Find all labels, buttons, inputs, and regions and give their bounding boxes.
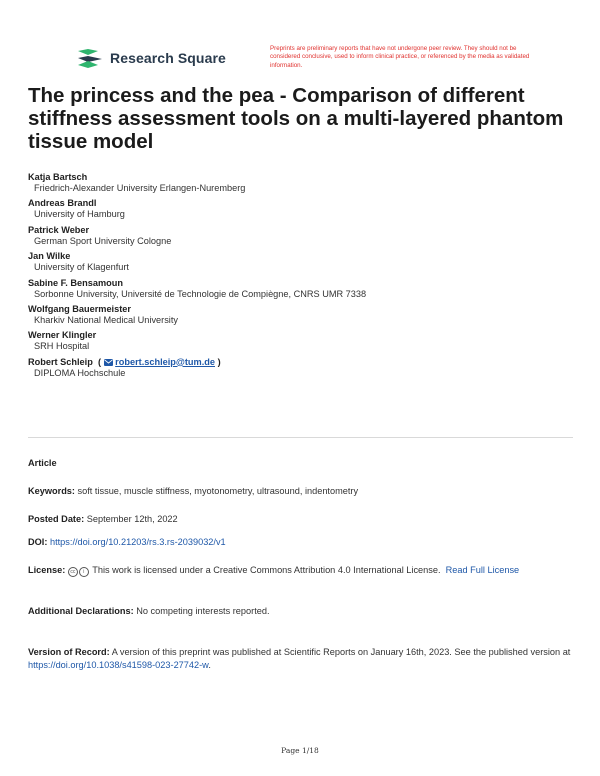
paren-close: ) xyxy=(217,356,221,367)
article-type xyxy=(28,457,578,470)
author-email-link[interactable]: robert.schleip@tum.de xyxy=(115,356,215,367)
author-entry xyxy=(28,225,573,247)
author-entry xyxy=(28,278,573,300)
author-entry xyxy=(28,251,573,273)
author-name: Andreas Brandl xyxy=(28,198,97,209)
license xyxy=(28,564,578,577)
paper-title: The princess and the pea - Comparison of different stiffness assessment tools on a multi-layered phantom tissue model xyxy=(28,84,564,153)
posted-date-label: Posted Date: xyxy=(28,514,85,524)
doi-label: DOI: xyxy=(28,537,48,547)
keywords-label: Keywords: xyxy=(28,486,75,496)
author-affiliation: Friedrich-Alexander University Erlangen-Nuremberg xyxy=(34,183,246,193)
attribution-icon: i xyxy=(79,567,89,577)
corresponding-author-line xyxy=(28,357,573,368)
creative-commons-icon: cc xyxy=(68,567,78,577)
author-affiliation: German Sport University Cologne xyxy=(34,235,172,246)
author-affiliation: University of Hamburg xyxy=(34,209,125,220)
author-name: Katja Bartsch xyxy=(28,172,88,182)
additional-declarations xyxy=(28,605,578,618)
author-entry xyxy=(28,304,573,326)
mail-icon xyxy=(104,359,113,366)
author-name: Robert Schleip xyxy=(28,356,93,367)
research-square-logo-icon xyxy=(76,47,104,69)
page-number: Page 1/18 xyxy=(281,746,319,755)
declarations-value: No competing interests reported. xyxy=(136,606,270,616)
preprint-disclaimer: Preprints are preliminary reports that have not undergone peer review. They should not be considered conclusive, used to inform clinical practice, or referenced by the media as validated information. xyxy=(270,45,530,69)
author-affiliation: University of Klagenfurt xyxy=(34,262,129,273)
doi xyxy=(28,536,578,549)
author-name: Wolfgang Bauermeister xyxy=(28,303,131,314)
posted-date xyxy=(28,513,578,526)
version-of-record xyxy=(28,646,578,672)
corresponding-author xyxy=(28,357,573,379)
author-affiliation: Sorbonne University, Université de Technologie de Compiègne, CNRS UMR 7338 xyxy=(34,288,367,299)
keywords xyxy=(28,485,578,498)
keywords-value: soft tissue, muscle stiffness, myotonometry, ultrasound, indentometry xyxy=(77,486,359,496)
license-label: License: xyxy=(28,565,66,575)
author-name: Patrick Weber xyxy=(28,224,90,235)
author-name: Sabine F. Bensamoun xyxy=(28,277,123,288)
author-name: Werner Klingler xyxy=(28,330,97,341)
version-of-record-text: A version of this preprint was published at Scientific Reports on January 16th, 2023. See the published version at xyxy=(111,647,571,657)
paren-open: ( xyxy=(95,356,102,367)
license-text: This work is licensed under a Creative Commons Attribution 4.0 International License. xyxy=(92,565,441,575)
declarations-label: Additional Declarations: xyxy=(28,606,134,616)
read-full-license-link[interactable]: Read Full License xyxy=(445,565,520,575)
author-affiliation: DIPLOMA Hochschule xyxy=(34,367,126,378)
author-list xyxy=(28,172,573,383)
section-divider xyxy=(28,437,573,438)
author-name: Jan Wilke xyxy=(28,251,71,262)
author-entry xyxy=(28,198,573,220)
period: . xyxy=(208,660,211,670)
doi-link[interactable]: https://doi.org/10.21203/rs.3.rs-2039032/v1 xyxy=(49,537,226,547)
version-of-record-label: Version of Record: xyxy=(28,647,110,657)
published-version-link[interactable]: https://doi.org/10.1038/s41598-023-27742-w xyxy=(28,660,209,670)
author-affiliation: SRH Hospital xyxy=(34,341,90,352)
posted-date-value: September 12th, 2022 xyxy=(86,514,178,524)
research-square-logo[interactable] xyxy=(76,47,226,69)
author-affiliation: Kharkiv National Medical University xyxy=(34,314,178,325)
author-entry xyxy=(28,172,573,194)
logo-text: Research Square xyxy=(110,50,226,66)
article-type-label: Article xyxy=(28,458,57,468)
author-entry xyxy=(28,330,573,352)
